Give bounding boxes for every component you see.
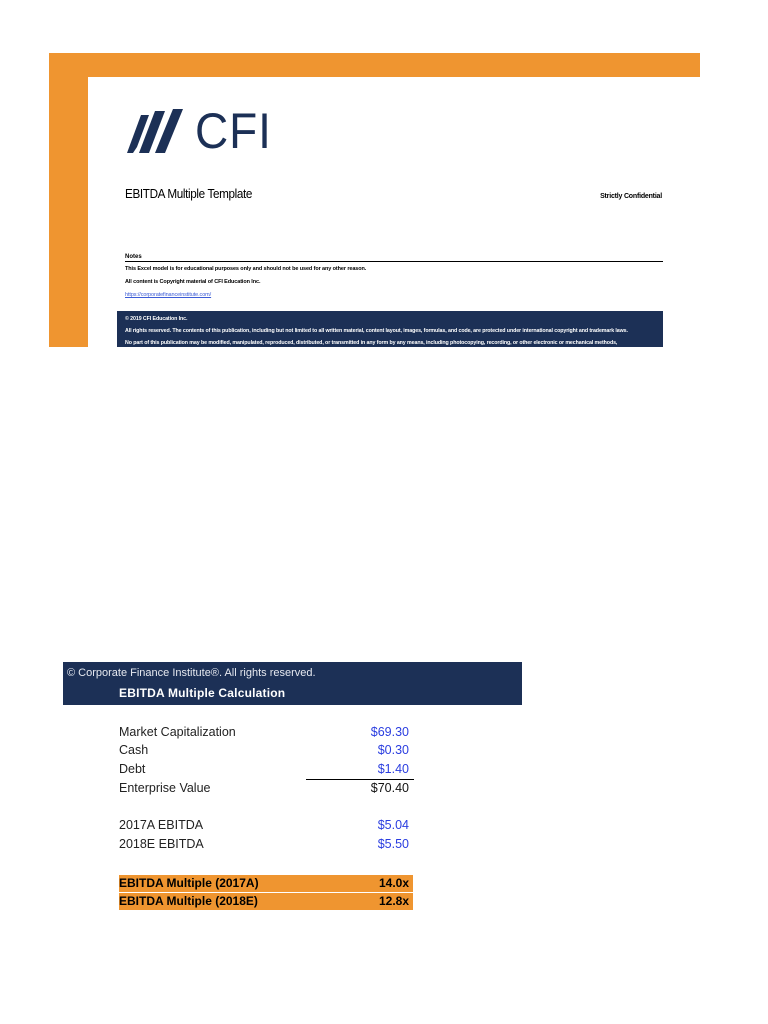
row-label: EBITDA Multiple (2017A) xyxy=(119,876,259,890)
document-title: EBITDA Multiple Template xyxy=(125,186,253,201)
row-ebitda-2017a xyxy=(119,817,413,835)
row-cash xyxy=(119,742,413,760)
calc-title: EBITDA Multiple Calculation xyxy=(119,686,286,700)
row-label: 2018E EBITDA xyxy=(119,837,204,851)
row-value-input[interactable]: $69.30 xyxy=(370,725,409,739)
row-value-input[interactable]: $0.30 xyxy=(377,743,409,757)
row-label: Cash xyxy=(119,743,149,757)
row-ebitda-2018e xyxy=(119,836,413,854)
copyright-line-3: No part of this publication may be modified, manipulated, reproduced, distributed, or transmitted in any form by any means, including photocopying, recording, or other electronic or mechanical methods, xyxy=(125,340,618,346)
row-label: Debt xyxy=(119,762,146,776)
calc-header xyxy=(63,662,522,705)
calc-copyright: © Corporate Finance Institute®. All rights reserved. xyxy=(67,667,316,679)
row-value: $70.40 xyxy=(370,781,409,795)
copyright-line-1: © 2019 CFI Education Inc. xyxy=(125,316,188,322)
notes-line-2: All content is Copyright material of CFI Education Inc. xyxy=(125,279,261,285)
row-value: 12.8x xyxy=(378,894,409,908)
row-value-input[interactable]: $5.50 xyxy=(377,837,409,851)
confidential-label: Strictly Confidential xyxy=(600,193,662,200)
row-label: 2017A EBITDA xyxy=(119,818,204,832)
row-label: EBITDA Multiple (2018E) xyxy=(119,894,258,908)
row-value-input[interactable]: $1.40 xyxy=(377,762,409,776)
row-value: 14.0x xyxy=(378,876,409,890)
row-label: Market Capitalization xyxy=(119,725,236,739)
row-value-input[interactable]: $5.04 xyxy=(377,818,409,832)
notes-line-1: This Excel model is for educational purposes only and should not be used for any other reason. xyxy=(125,266,367,272)
notes-heading: Notes xyxy=(125,254,663,262)
cfi-website-link[interactable]: https://corporatefinanceinstitute.com/ xyxy=(125,292,212,298)
row-enterprise-value xyxy=(119,780,413,798)
cfi-logo-stripes-icon xyxy=(127,109,189,153)
row-multiple-2018e xyxy=(119,893,413,910)
row-debt xyxy=(119,761,413,779)
copyright-box xyxy=(117,311,663,347)
cfi-logo xyxy=(127,103,279,159)
row-market-cap xyxy=(119,724,413,742)
logo-wordmark: CFI xyxy=(195,103,272,159)
copyright-line-2: All rights reserved. The contents of this publication, including but not limited to all written material, content layout, images, formulas, and code, are protected under international copyright and trademark laws. xyxy=(125,328,628,334)
row-label: Enterprise Value xyxy=(119,781,211,795)
row-multiple-2017a xyxy=(119,875,413,892)
